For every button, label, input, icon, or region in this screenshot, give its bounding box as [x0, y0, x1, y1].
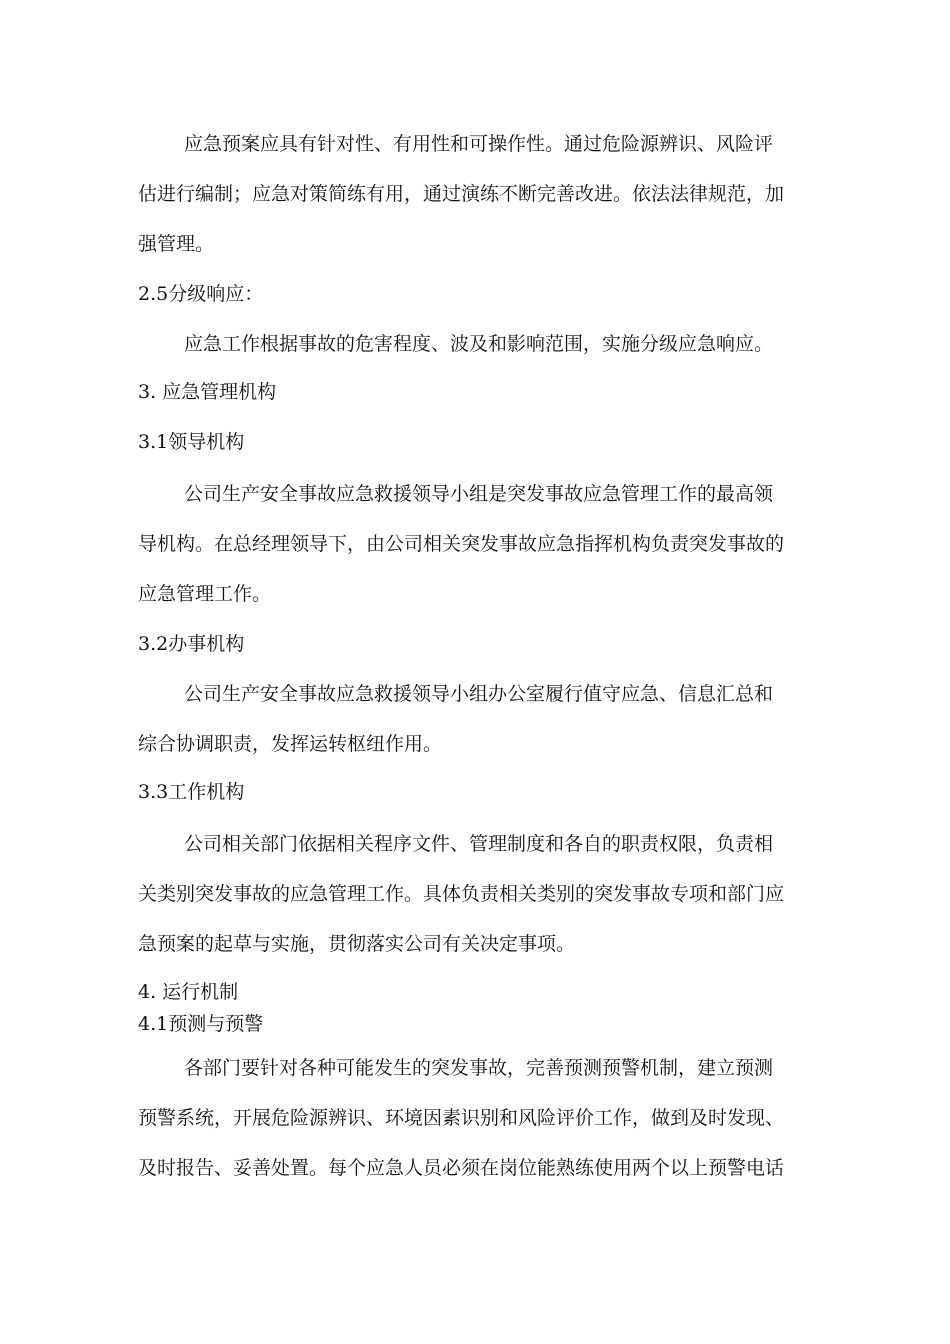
section-heading: 3.3工作机构 — [138, 781, 245, 803]
paragraph-line: 综合协调职责，发挥运转枢纽作用。 — [138, 733, 443, 755]
paragraph-line: 各部门要针对各种可能发生的突发事故，完善预测预警机制，建立预测 — [184, 1057, 774, 1079]
paragraph-line: 应急工作根据事故的危害程度、波及和影响范围，实施分级应急响应。 — [184, 333, 774, 355]
paragraph-line: 及时报告、妥善处置。每个应急人员必须在岗位能熟练使用两个以上预警电话 — [138, 1157, 785, 1179]
section-heading: 3.1领导机构 — [138, 431, 245, 453]
paragraph-line: 应急管理工作。 — [138, 583, 272, 605]
paragraph-line: 强管理。 — [138, 233, 215, 255]
paragraph-line: 导机构。在总经理领导下，由公司相关突发事故应急指挥机构负责突发事故的 — [138, 533, 785, 555]
paragraph-line: 公司生产安全事故应急救援领导小组是突发事故应急管理工作的最高领 — [184, 483, 774, 505]
paragraph-line: 应急预案应具有针对性、有用性和可操作性。通过危险源辨识、风险评 — [184, 133, 774, 155]
paragraph-line: 急预案的起草与实施，贯彻落实公司有关决定事项。 — [138, 933, 576, 955]
section-heading: 4.1预测与预警 — [138, 1013, 264, 1035]
section-heading: 3.2办事机构 — [138, 633, 245, 655]
section-heading: 4. 运行机制 — [138, 981, 239, 1003]
paragraph-line: 公司相关部门依据相关程序文件、管理制度和各自的职责权限，负责相 — [184, 833, 774, 855]
paragraph-line: 估进行编制；应急对策简练有用，通过演练不断完善改进。依法法律规范，加 — [138, 183, 785, 205]
paragraph-line: 公司生产安全事故应急救援领导小组办公室履行值守应急、信息汇总和 — [184, 683, 774, 705]
section-heading: 2.5分级响应： — [138, 283, 264, 305]
paragraph-line: 预警系统，开展危险源辨识、环境因素识别和风险评价工作，做到及时发现、 — [138, 1107, 785, 1129]
section-heading: 3. 应急管理机构 — [138, 381, 277, 403]
paragraph-line: 关类别突发事故的应急管理工作。具体负责相关类别的突发事故专项和部门应 — [138, 883, 785, 905]
